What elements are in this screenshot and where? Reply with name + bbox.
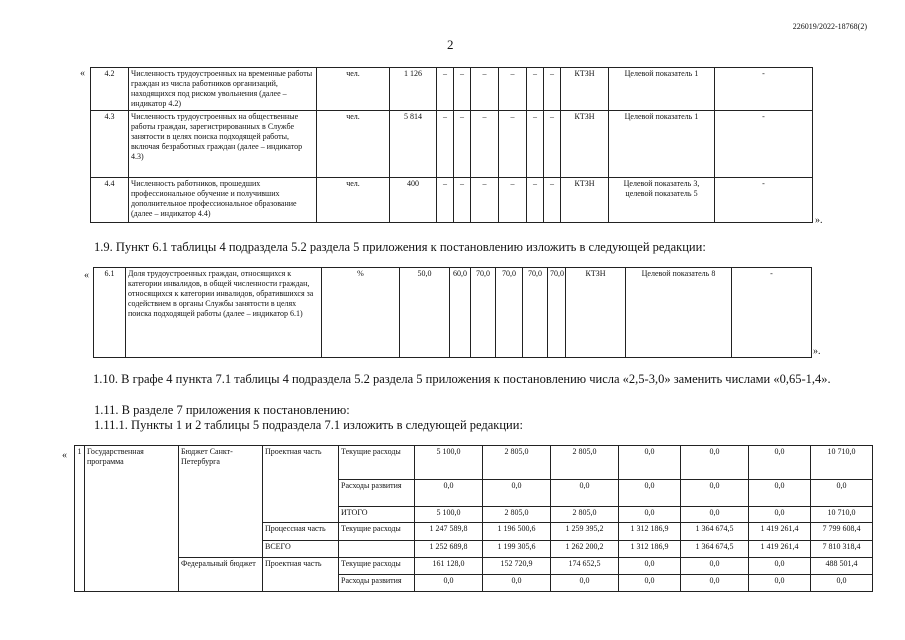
value-cell: 1 364 674,5 [681,541,749,558]
executor: КТЗН [561,68,609,111]
row-label: Текущие расходы [339,523,415,541]
target-indicator: Целевой показатель 3, целевой показатель 5 [609,178,715,223]
year-value: – [471,111,499,178]
indicator-name: Численность трудоустроенных на общественные работы граждан, зарегистрированных в Службе занятости в целях поиска подходящей работы, включая безработных граждан (далее – индикатор 4.3) [129,111,317,178]
table-row [91,111,813,178]
paragraph-1-9: 1.9. Пункт 6.1 таблицы 4 подраздела 5.2 раздела 5 приложения к постановлению изложить в следующей редакции: [94,240,706,254]
value-cell: 0,0 [619,480,681,507]
value-cell: 0,0 [483,480,551,507]
year-value: 70,0 [471,268,496,358]
project-part-label: Проектная часть [263,446,339,523]
row-number: 4.3 [91,111,129,178]
paragraph-1-11-1: 1.11.1. Пункты 1 и 2 таблицы 5 подраздела 7.1 изложить в следующей редакции: [94,418,523,432]
indicator-name: Доля трудоустроенных граждан, относящихся к категории инвалидов, в общей численности граждан, относящихся к категории инвалидов, обратившихся за содействием в органы Службы занятости в целях поиска подходящей работы (далее – индикатор 6.1) [126,268,322,358]
value-cell: 0,0 [681,480,749,507]
paragraph-1-11: 1.11. В разделе 7 приложения к постановлению: [94,403,350,417]
value-cell: 2 805,0 [551,446,619,480]
value-cell: 2 805,0 [483,446,551,480]
value-cell: 0,0 [681,558,749,575]
base-value: 400 [390,178,437,223]
year-value: 70,0 [548,268,566,358]
unit: чел. [317,178,390,223]
last-cell: - [715,178,813,223]
year-value: – [527,111,544,178]
row-label: ИТОГО [339,507,415,523]
executor: КТЗН [561,111,609,178]
row-number: 6.1 [94,268,126,358]
last-cell: - [715,68,813,111]
year-value: – [527,178,544,223]
value-cell: 1 419 261,4 [749,541,811,558]
value-cell: 1 419 261,4 [749,523,811,541]
year-value: – [544,111,561,178]
value-cell: 0,0 [551,575,619,592]
value-cell: 0,0 [619,507,681,523]
year-value: – [544,68,561,111]
value-cell: 1 199 305,6 [483,541,551,558]
value-cell: 488 501,4 [811,558,873,575]
value-cell: 1 196 500,6 [483,523,551,541]
value-cell: 0,0 [681,575,749,592]
value-cell: 0,0 [811,480,873,507]
value-cell: 0,0 [749,446,811,480]
target-indicator: Целевой показатель 8 [626,268,732,358]
indicator-name: Численность трудоустроенных на временные работы граждан из числа работников организаций, находящихся под риском увольнения (далее – индикатор 4.2) [129,68,317,111]
base-value: 5 814 [390,111,437,178]
year-value: 70,0 [496,268,523,358]
open-quote: « [80,68,85,79]
year-value: 70,0 [523,268,548,358]
value-cell: 1 247 589,8 [415,523,483,541]
year-value: 60,0 [450,268,471,358]
row-number: 4.2 [91,68,129,111]
value-cell: 0,0 [749,507,811,523]
table-row [91,68,813,111]
target-indicator: Целевой показатель 1 [609,68,715,111]
value-cell: 0,0 [619,558,681,575]
value-cell: 1 312 186,9 [619,523,681,541]
open-quote: « [62,450,67,461]
row-label: Текущие расходы [339,558,415,575]
value-cell: 10 710,0 [811,507,873,523]
value-cell: 161 128,0 [415,558,483,575]
row-label: Текущие расходы [339,446,415,480]
year-value: – [437,178,454,223]
value-cell: 0,0 [415,575,483,592]
value-cell: 1 252 689,8 [415,541,483,558]
executor: КТЗН [561,178,609,223]
executor: КТЗН [566,268,626,358]
process-part-label: Процессная часть [263,523,339,541]
unit: чел. [317,68,390,111]
row-number: 1 [75,446,85,592]
budget-table-5 [74,445,873,592]
year-value: – [499,111,527,178]
value-cell: 10 710,0 [811,446,873,480]
year-value: – [544,178,561,223]
value-cell: 1 364 674,5 [681,523,749,541]
table-row [91,178,813,223]
value-cell: 0,0 [551,480,619,507]
year-value: – [471,178,499,223]
value-cell: 2 805,0 [551,507,619,523]
open-quote: « [84,270,89,281]
year-value: – [527,68,544,111]
budget-spb: Бюджет Санкт-Петербурга [179,446,263,558]
row-label [339,541,415,558]
row-label: Расходы развития [339,575,415,592]
value-cell: 2 805,0 [483,507,551,523]
value-cell: 7 799 608,4 [811,523,873,541]
value-cell: 5 100,0 [415,507,483,523]
value-cell: 0,0 [619,575,681,592]
value-cell: 7 810 318,4 [811,541,873,558]
page-number: 2 [447,37,454,52]
last-cell: - [732,268,812,358]
value-cell: 0,0 [619,446,681,480]
year-value: – [471,68,499,111]
value-cell: 152 720,9 [483,558,551,575]
unit: чел. [317,111,390,178]
year-value: – [454,111,471,178]
base-value: 1 126 [390,68,437,111]
value-cell: 0,0 [749,575,811,592]
row-label: Расходы развития [339,480,415,507]
target-indicator: Целевой показатель 1 [609,111,715,178]
close-quote: ». [813,346,821,357]
value-cell: 174 652,5 [551,558,619,575]
value-cell: 0,0 [749,558,811,575]
base-value: 50,0 [400,268,450,358]
document-number: 226019/2022-18768(2) [792,22,867,31]
value-cell: 0,0 [681,507,749,523]
indicators-table-4 [90,67,813,223]
year-value: – [454,178,471,223]
value-cell: 0,0 [415,480,483,507]
unit: % [322,268,400,358]
year-value: – [499,178,527,223]
program-name: Государственная программа [85,446,179,592]
value-cell: 5 100,0 [415,446,483,480]
indicator-6-1-table [93,267,812,358]
year-value: – [437,68,454,111]
last-cell: - [715,111,813,178]
year-value: – [499,68,527,111]
value-cell: 1 259 395,2 [551,523,619,541]
value-cell: 0,0 [681,446,749,480]
value-cell: 0,0 [483,575,551,592]
value-cell: 0,0 [811,575,873,592]
year-value: – [454,68,471,111]
project-part-label: Проектная часть [263,558,339,592]
close-quote: ». [815,215,823,226]
value-cell: 1 312 186,9 [619,541,681,558]
total-label: ВСЕГО [263,541,339,558]
year-value: – [437,111,454,178]
row-number: 4.4 [91,178,129,223]
paragraph-1-10: 1.10. В графе 4 пункта 7.1 таблицы 4 подраздела 5.2 раздела 5 приложения к постановлению числа «2,5-3,0» заменить числами «0,65-1,4». [93,372,831,386]
value-cell: 1 262 200,2 [551,541,619,558]
value-cell: 0,0 [749,480,811,507]
indicator-name: Численность работников, прошедших профессиональное обучение и получивших дополнительное профессиональное образование (далее – индикатор 4.4) [129,178,317,223]
budget-federal: Федеральный бюджет [179,558,263,592]
